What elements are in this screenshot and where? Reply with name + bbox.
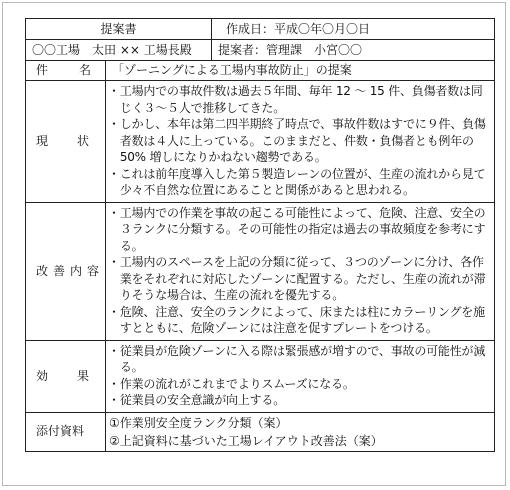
- subject-value-cell: [106, 61, 495, 81]
- improvement-label-cell: [26, 202, 106, 340]
- subject-value: 「ゾーニングによる工場内事故防止」の提案: [112, 63, 352, 77]
- effect-label-cell: [26, 340, 106, 412]
- list-item: [108, 166, 490, 199]
- bullet: ・: [108, 376, 120, 391]
- list-item: [108, 205, 490, 255]
- bullet: ・: [108, 343, 120, 358]
- current-label-cell: [26, 81, 106, 203]
- created-date-cell: [212, 19, 495, 40]
- subject-label-char: 名: [78, 63, 91, 77]
- list-item: [108, 83, 490, 116]
- current-label-char: 状: [76, 133, 89, 148]
- list-item-text: 工場内での作業を事故の起こる可能性によって、危険、注意、安全の３ランクに分類する。その可能性の指定は過去の事故頻度を参考にする。: [119, 205, 486, 253]
- current-content-cell: [106, 81, 495, 203]
- subject-label-cell: [26, 61, 106, 81]
- attachments-label-cell: [26, 412, 106, 451]
- improvement-content-cell: [106, 202, 495, 340]
- attachment-item: ①作業別安全度ランク分類（案）: [109, 415, 288, 430]
- list-item-text: 従業員が危険ゾーンに入る際は緊張感が増すので、事故の可能性が減る。: [119, 343, 486, 374]
- subject-label-char: 件: [36, 63, 49, 77]
- bullet: ・: [108, 117, 120, 131]
- bullet: ・: [108, 205, 120, 220]
- improvement-label-char: 容: [86, 263, 99, 278]
- doc-title: 提案書: [100, 21, 137, 36]
- list-item: [108, 376, 490, 393]
- improvement-list: [106, 203, 494, 340]
- list-item-text: これは前年度導入した第５製造レーンの位置が、生産の流れから見て少々不自然な位置にあることと関係があると思われる。: [119, 166, 486, 197]
- effect-label-char: 果: [76, 368, 89, 383]
- list-item: [108, 116, 490, 166]
- list-item: [108, 392, 490, 409]
- bullet: ・: [108, 304, 120, 319]
- bullet: ・: [108, 84, 120, 98]
- created-date-value: 平成〇年〇月〇日: [274, 21, 371, 36]
- bullet: ・: [108, 255, 120, 269]
- attachment-item: ②上記資料に基づいた工場レイアウト改善法（案）: [109, 433, 383, 448]
- addressee-text: 〇〇工場 太田 ×× 工場長殿: [32, 42, 192, 57]
- attachments-list: [106, 413, 494, 451]
- list-item-text: 工場内のスペースを上記の分類に従って、３つのゾーンに分け、各作業をそれぞれに対応したゾーンに配置する。ただし、生産の流れが滞りそうな場合は、生産の流れを優先する。: [119, 255, 486, 302]
- improvement-label-char: 内: [69, 263, 82, 278]
- current-list: [106, 81, 494, 202]
- addressee-cell: [26, 40, 212, 61]
- doc-title-cell: [26, 19, 212, 40]
- list-item-text: 工場内での事故件数は過去５年間、毎年 12 〜 15 件、負傷者数は同じく３〜５人で推移してきた。: [119, 84, 483, 115]
- proposer-cell: [212, 40, 495, 61]
- effect-label-char: 効: [36, 368, 49, 383]
- list-item: [108, 304, 490, 337]
- created-date-label: 作成日：: [226, 21, 275, 36]
- list-item-text: 作業の流れがこれまでよりスムーズになる。: [119, 376, 355, 391]
- current-label-char: 現: [36, 133, 49, 148]
- effect-list: [106, 341, 494, 412]
- attachments-label: 添付資料: [36, 424, 85, 438]
- attachments-content-cell: [106, 412, 495, 451]
- proposal-form: [25, 18, 495, 452]
- proposer-text: 提案者：管理課 小宮〇〇: [218, 42, 363, 57]
- effect-content-cell: [106, 340, 495, 412]
- list-item-text: 危険、注意、安全のランクによって、床または柱にカラーリングを施すとともに、危険ゾーンには注意を促すプレートをつける。: [119, 304, 485, 335]
- list-item-text: 従業員の安全意識が向上する。: [119, 393, 286, 407]
- improvement-label-char: 改: [36, 263, 49, 278]
- list-item-text: しかし、本年は第二四半期終了時点で、事故件数はすでに９件、負傷者数は４人に上っている。このままだと、件数・負傷者とも例年の 50% 増しになりかねない趨勢である。: [119, 117, 486, 164]
- list-item: [108, 254, 490, 304]
- list-item: [108, 343, 490, 376]
- bullet: ・: [108, 393, 120, 407]
- improvement-label-char: 善: [52, 263, 65, 278]
- bullet: ・: [108, 166, 120, 181]
- document-frame: [2, 2, 506, 486]
